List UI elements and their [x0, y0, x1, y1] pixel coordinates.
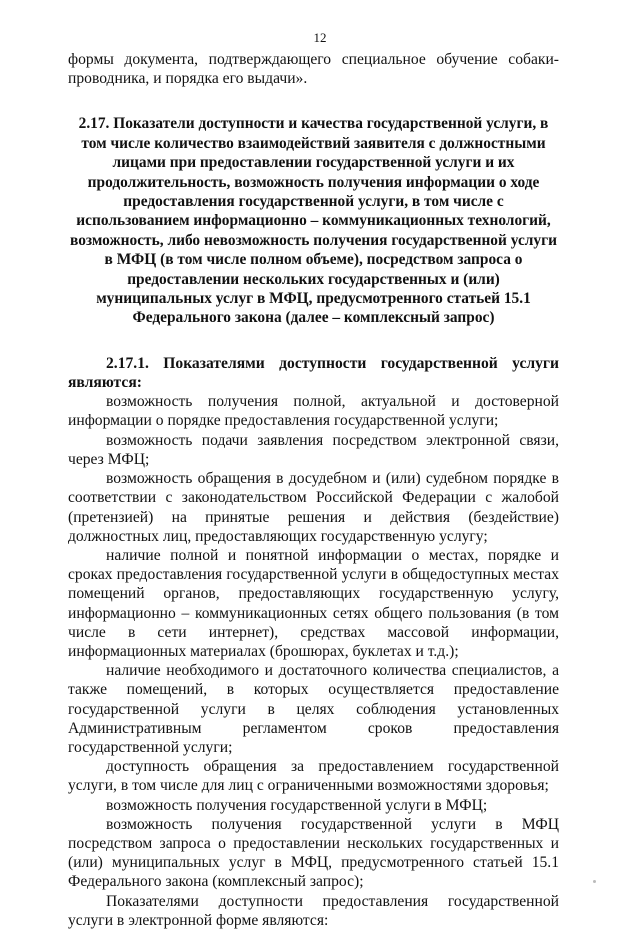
subsection-intro: 2.17.1. Показателями доступности государственной услуги являются: — [68, 354, 559, 392]
list-item: возможность подачи заявления посредством электронной связи, через МФЦ; — [68, 431, 559, 468]
list-item: возможность получения государственной услуги в МФЦ посредством запроса о предоставлении нескольких государственных и (или) муниципальных услуг в МФЦ, предусмотренного статьей 15.1 Федерального закона (комплексный запрос); — [68, 815, 559, 891]
scan-speck — [593, 880, 596, 883]
list-item: возможность получения полной, актуальной и достоверной информации о порядке предоставления государственной услуги; — [68, 393, 559, 430]
list-item: возможность получения государственной услуги в МФЦ; — [106, 796, 488, 814]
intro-paragraph: формы документа, подтверждающего специальное обучение собаки-проводника, и порядка его выдачи». — [68, 51, 559, 88]
list-item: возможность обращения в досудебном и (или) судебном порядке в соответствии с законодательством Российской Федерации с жалобой (претензией) на принятые решения и действия (бездействие) должностных лиц, предоставляющих государственную услугу; — [68, 470, 559, 545]
document-body — [68, 50, 559, 930]
section-heading: 2.17. Показатели доступности и качества государственной услуги, в том числе количество взаимодействий заявителя с должностными лицами при предоставлении государственной услуги и их продолжительность, возможность получения информации о ходе предоставления государственной услуги, в том числе с использованием информационно – коммуникационных технологий, возможность, либо невозможность получения государственной услуги в МФЦ (в том числе полном объеме), посредством запроса о предоставлении нескольких государственных и (или) муниципальных услуг в МФЦ, предусмотренного статьей 15.1 Федерального закона (далее – комплексный запрос) — [70, 115, 557, 327]
list-item: наличие полной и понятной информации о местах, порядке и сроках предоставления государственной услуги в общедоступных местах помещений органов, предоставляющих государственную услугу, информационно – коммуникационных сетях общего пользования (в том числе в сети интернет), средствах массовой информации, информационных материалах (брошюрах, буклетах и т.д.); — [68, 546, 559, 660]
list-item: доступность обращения за предоставлением государственной услуги, в том числе для лиц с ограниченными возможностями здоровья; — [68, 758, 559, 795]
page-number: 12 — [313, 30, 327, 45]
closing-paragraph: Показателями доступности предоставления государственной услуги в электронной форме являются: — [68, 892, 559, 929]
list-item: наличие необходимого и достаточного количества специалистов, а также помещений, в которых осуществляется предоставление государственной услуги в целях соблюдения установленных Административным регламентом сроков предоставления государственной услуги; — [68, 662, 559, 756]
